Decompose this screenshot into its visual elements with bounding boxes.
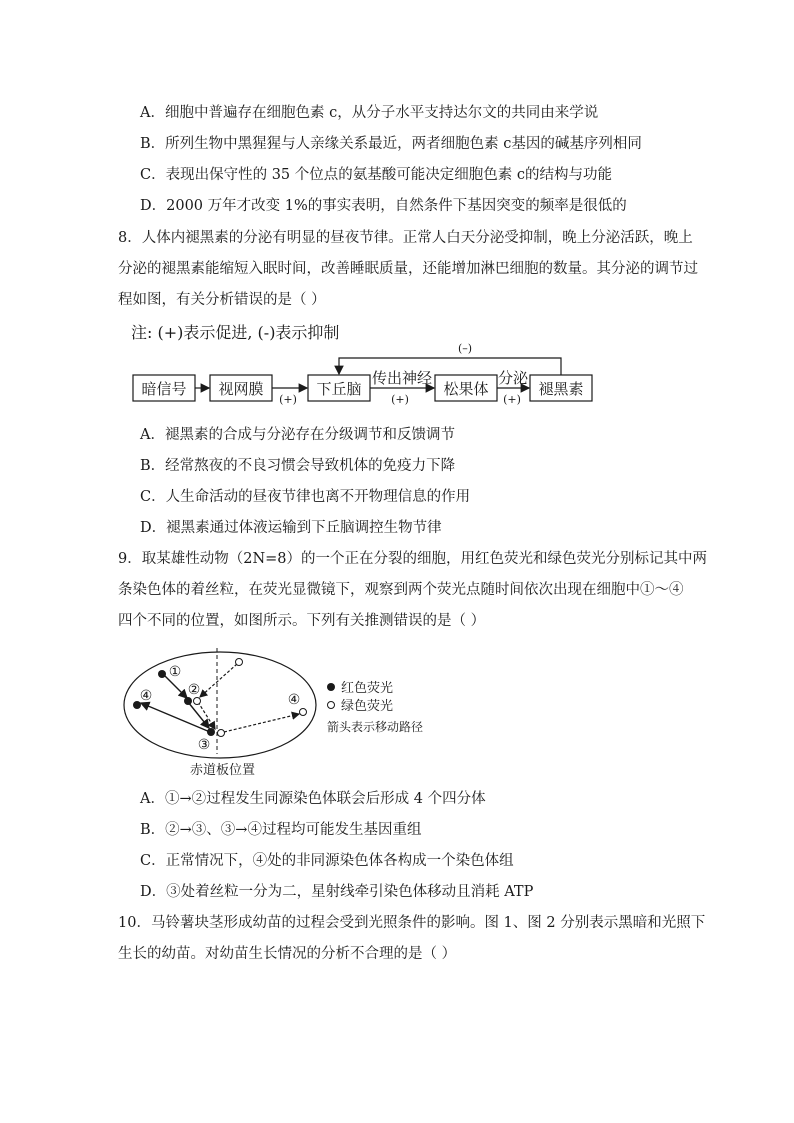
- red-dot-3: [207, 728, 215, 736]
- q7-option-b: B．所列生物中黑猩猩与人亲缘关系最近，两者细胞色素 c基因的碱基序列相同: [140, 136, 642, 152]
- q9-option-a: A．①→②过程发生同源染色体联会后形成 4 个四分体: [140, 791, 486, 807]
- box-melatonin-label: 褪黑素: [538, 380, 584, 398]
- q9-option-b: B．②→③、③→④过程均可能发生基因重组: [140, 822, 422, 838]
- plus-sign-1: (+): [279, 393, 297, 406]
- q9-stem-line-2: 条染色体的着丝粒，在荧光显微镜下，观察到两个荧光点随时间依次出现在细胞中①～④: [118, 582, 684, 598]
- q8-stem-line-1: 8．人体内褪黑素的分泌有明显的昼夜节律。正常人白天分泌受抑制，晚上分泌活跃，晚上: [118, 230, 693, 246]
- green-dot-1: [236, 659, 243, 666]
- q9-option-d: D．③处着丝粒一分为二，星射线牵引染色体移动且消耗 ATP: [140, 884, 534, 900]
- pos-label-3: ③: [197, 737, 211, 753]
- q10-stem-line-2: 生长的幼苗。对幼苗生长情况的分析不合理的是（ ）: [118, 946, 457, 962]
- q8-figure-note: 注: (+)表示促进, (-)表示抑制: [131, 323, 340, 342]
- red-dot-1: [158, 670, 166, 678]
- label-efferent-nerve: 传出神经: [371, 369, 433, 387]
- plus-sign-3: (+): [503, 393, 521, 406]
- pos-label-1: ①: [168, 664, 182, 680]
- q8-stem-line-2: 分泌的褪黑素能缩短入眠时间，改善睡眠质量，还能增加淋巴细胞的数量。其分泌的调节过: [118, 261, 698, 277]
- legend-red-label: 红色荧光: [341, 681, 394, 696]
- legend-green-dot: [328, 702, 335, 709]
- green-dot-4: [300, 709, 307, 716]
- pos-label-2: ②: [187, 682, 201, 698]
- q7-option-c: C．表现出保守性的 35 个位点的氨基酸可能决定细胞色素 c的结构与功能: [140, 167, 612, 183]
- red-dot-2: [184, 697, 192, 705]
- q8-stem-line-3: 程如图，有关分析错误的是（ ）: [118, 292, 326, 308]
- q9-stem-line-1: 9．取某雄性动物（2N=8）的一个正在分裂的细胞，用红色荧光和绿色荧光分别标记其中两: [118, 551, 708, 567]
- q8-option-a: A．褪黑素的合成与分泌存在分级调节和反馈调节: [140, 427, 455, 443]
- green-dot-2: [194, 698, 201, 705]
- pos-label-4-left: ④: [139, 688, 153, 704]
- q7-option-d: D．2000 万年才改变 1%的事实表明，自然条件下基因突变的频率是很低的: [140, 198, 627, 214]
- legend-arrow-label: 箭头表示移动路径: [327, 720, 424, 734]
- q8-option-d: D．褪黑素通过体液运输到下丘脑调控生物节律: [140, 520, 442, 536]
- q8-regulation-diagram: [125, 338, 605, 410]
- feedback-minus: (–): [457, 342, 473, 355]
- q8-option-c: C．人生命活动的昼夜节律也离不开物理信息的作用: [140, 489, 471, 505]
- q10-stem-line-1: 10．马铃薯块茎形成幼苗的过程会受到光照条件的影响。图 1、图 2 分别表示黑暗和光照下: [118, 915, 706, 931]
- q9-option-c: C．正常情况下，④处的非同源染色体各构成一个染色体组: [140, 853, 514, 869]
- box-retina-label: 视网膜: [218, 380, 264, 398]
- q9-stem-line-3: 四个不同的位置，如图所示。下列有关推测错误的是（ ）: [118, 613, 486, 629]
- legend-green-label: 绿色荧光: [341, 699, 394, 714]
- box-hypothalamus-label: 下丘脑: [316, 380, 362, 398]
- label-secrete: 分泌: [497, 369, 529, 387]
- box-pineal-label: 松果体: [443, 380, 489, 398]
- box-dark-signal-label: 暗信号: [141, 380, 187, 398]
- q9-cell-diagram: [118, 648, 448, 780]
- green-dot-3: [218, 730, 225, 737]
- legend-red-dot: [327, 683, 335, 691]
- plus-sign-2: (+): [391, 393, 409, 406]
- q8-option-b: B．经常熬夜的不良习惯会导致机体的免疫力下降: [140, 458, 456, 474]
- q7-option-a: A．细胞中普遍存在细胞色素 c，从分子水平支持达尔文的共同由来学说: [140, 105, 599, 121]
- pos-label-4-right: ④: [287, 692, 301, 708]
- equatorial-plate-label: 赤道板位置: [190, 763, 256, 778]
